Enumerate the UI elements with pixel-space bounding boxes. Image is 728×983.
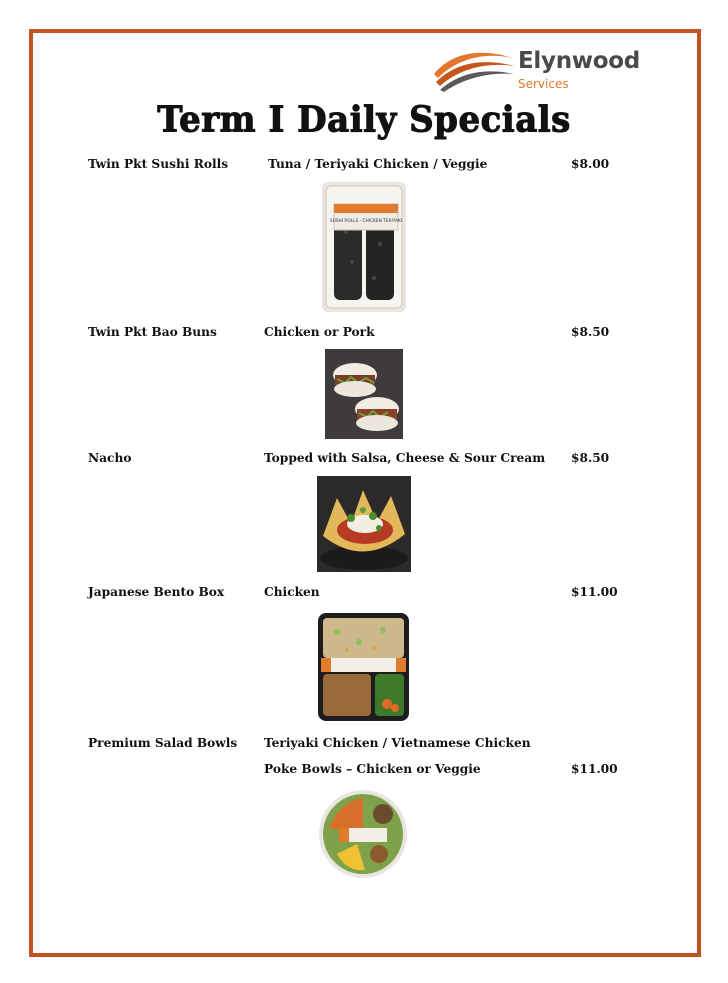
- item-description: Chicken or Pork: [264, 325, 375, 339]
- item-description-secondary: Poke Bowls – Chicken or Veggie: [264, 762, 481, 776]
- item-price: $11.00: [571, 585, 618, 599]
- brand-subtitle: Services: [518, 77, 569, 91]
- item-name: Nacho: [88, 451, 132, 465]
- sushi-image: [322, 182, 406, 312]
- item-description: Tuna / Teriyaki Chicken / Veggie: [268, 157, 488, 171]
- brand-name: Elynwood: [518, 48, 640, 74]
- item-description: Chicken: [264, 585, 320, 599]
- bento-box-image: [317, 612, 410, 722]
- item-name: Twin Pkt Sushi Rolls: [88, 157, 229, 171]
- item-price: $8.50: [571, 325, 610, 339]
- salad-bowl-image: [317, 788, 409, 880]
- brand-logo: [430, 44, 640, 94]
- package-label: SUSHI ROLLS - CHICKEN TERIYAKI: [329, 219, 403, 224]
- item-name: Japanese Bento Box: [88, 585, 225, 599]
- swoosh-icon: [430, 44, 516, 94]
- item-name: Premium Salad Bowls: [88, 736, 238, 750]
- item-price: $8.00: [571, 157, 610, 171]
- item-description: Topped with Salsa, Cheese & Sour Cream: [264, 451, 546, 465]
- item-price: $11.00: [571, 762, 618, 776]
- bao-buns-image: [325, 349, 403, 439]
- item-price: $8.50: [571, 451, 610, 465]
- page-title: Term I Daily Specials: [157, 99, 571, 141]
- item-description: Teriyaki Chicken / Vietnamese Chicken: [264, 736, 531, 750]
- nacho-image: [317, 476, 411, 572]
- item-name: Twin Pkt Bao Buns: [88, 325, 217, 339]
